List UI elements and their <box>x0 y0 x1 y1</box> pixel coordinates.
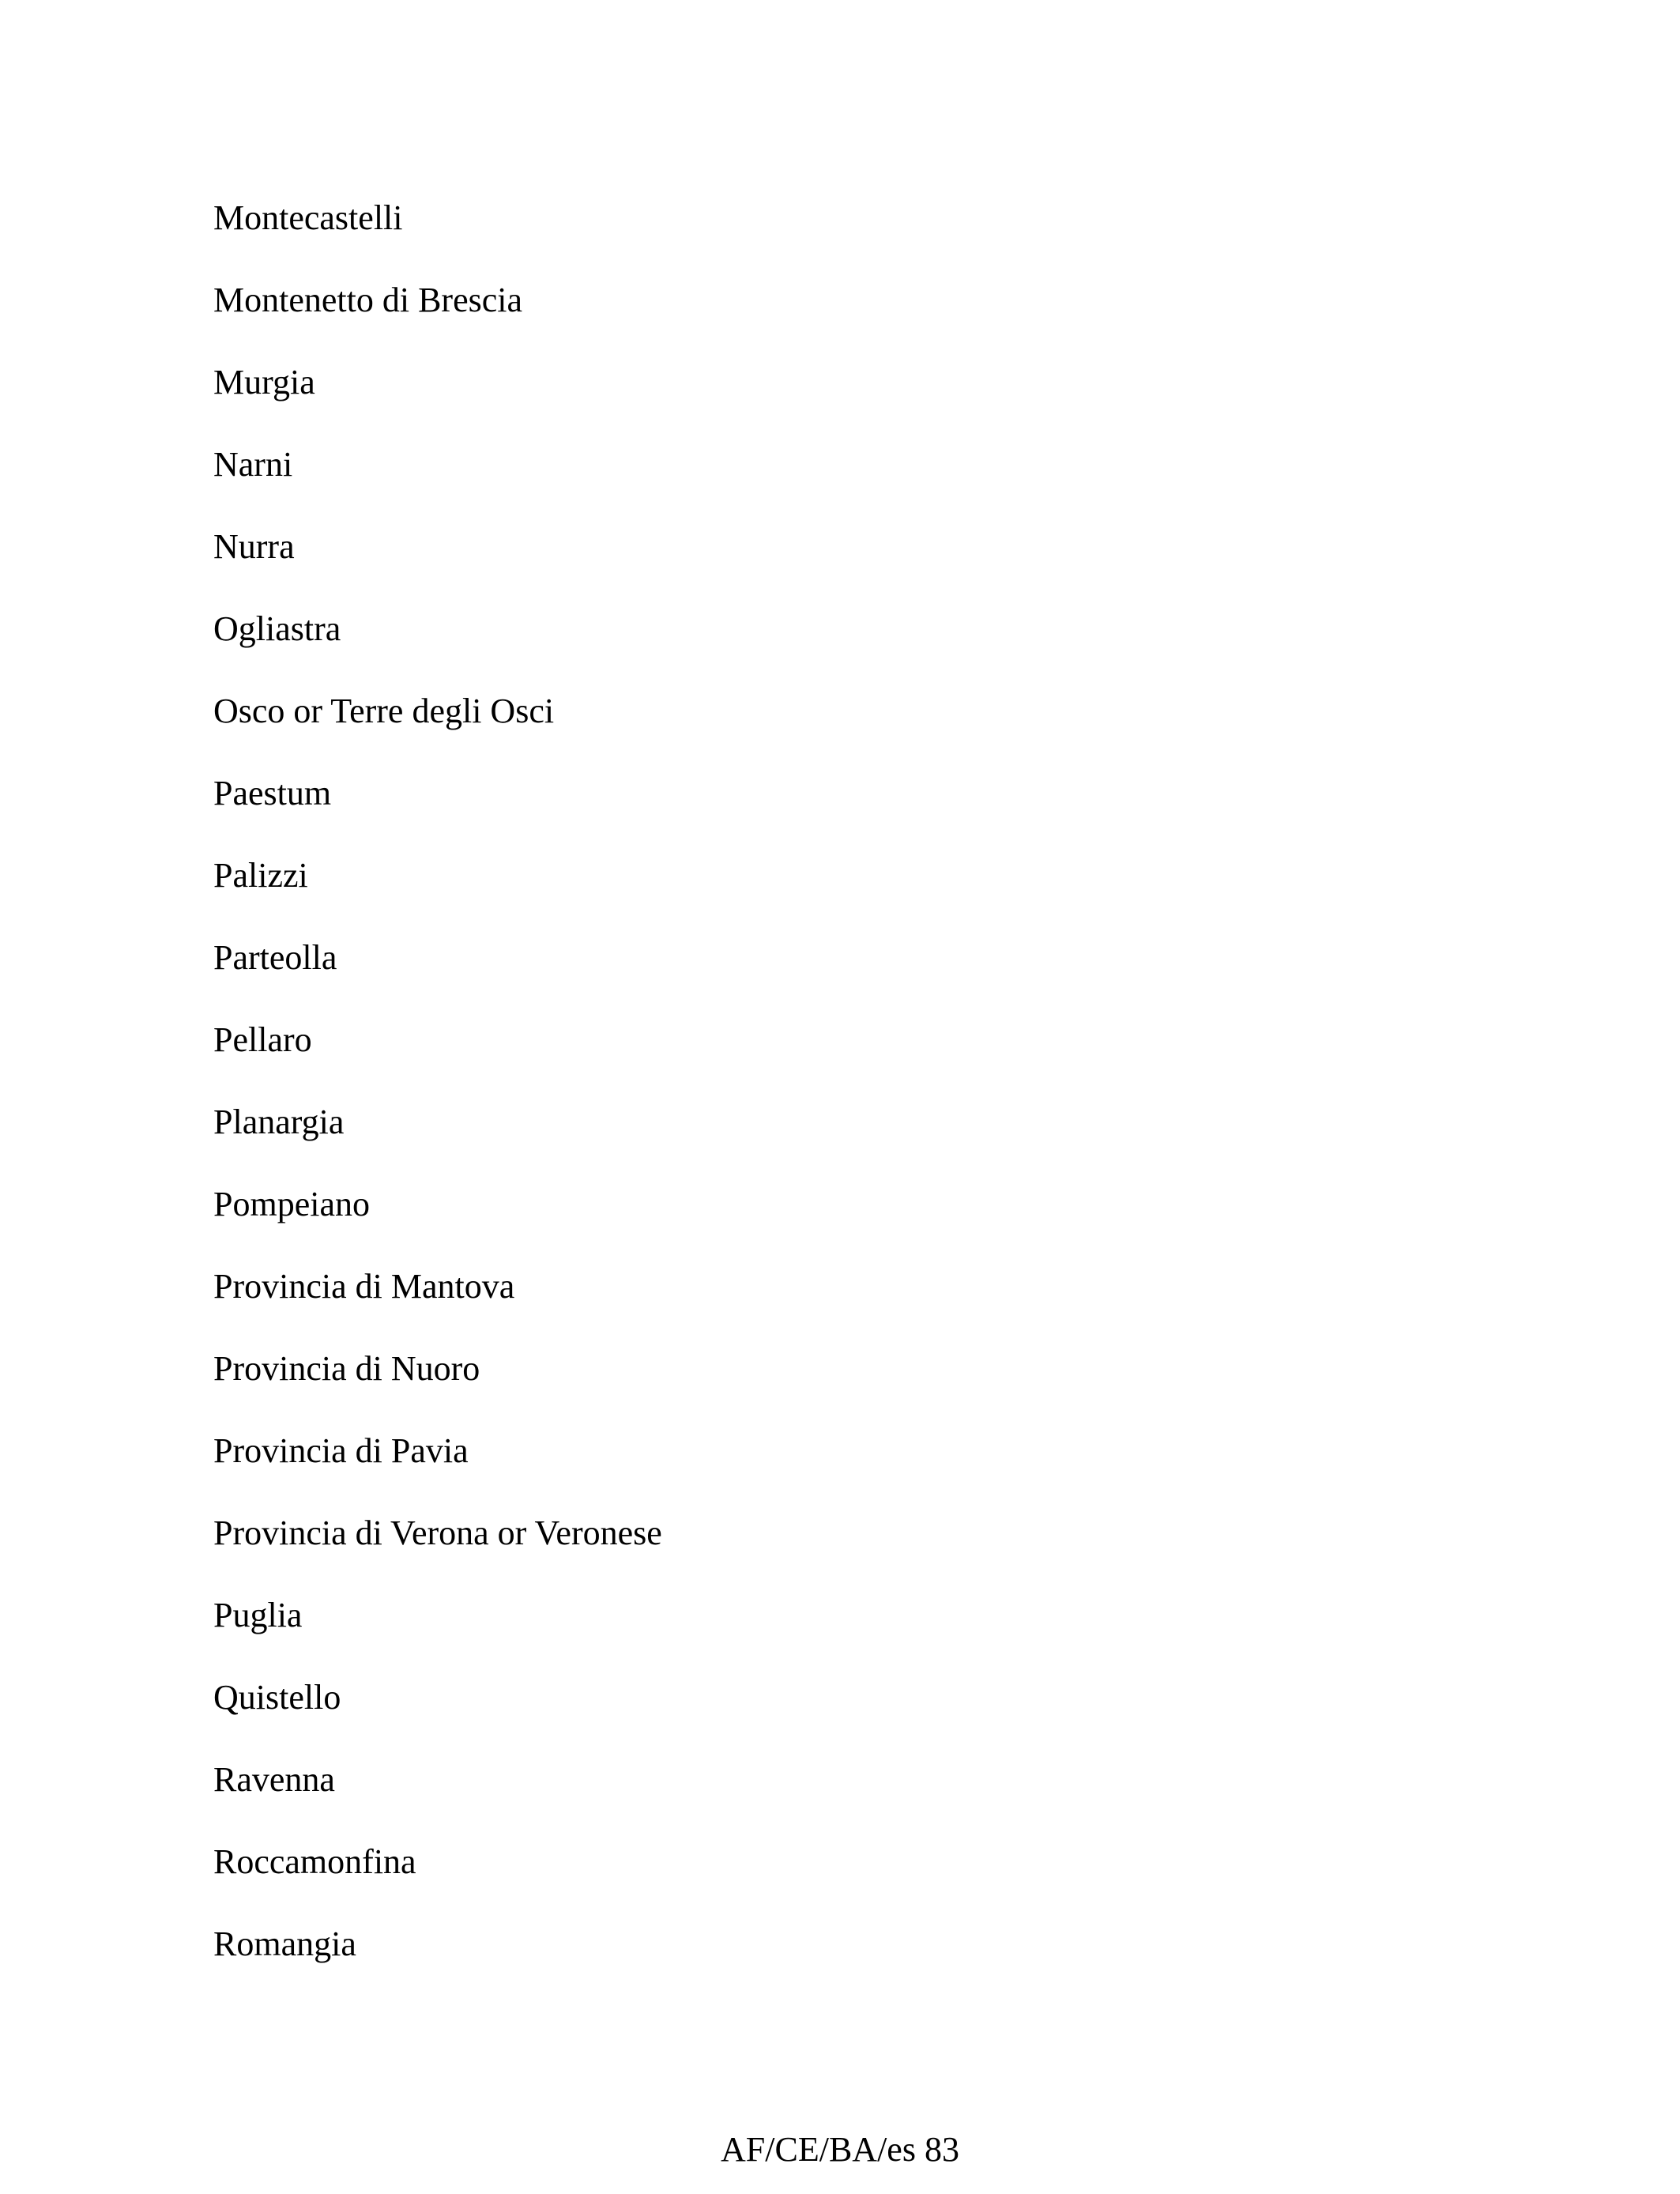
list-item: Provincia di Mantova <box>213 1267 515 1306</box>
page-footer: AF/CE/BA/es 83 <box>721 2130 959 2169</box>
list-item: Pompeiano <box>213 1185 370 1223</box>
list-item: Ogliastra <box>213 609 341 648</box>
place-name-list <box>213 190 662 1998</box>
list-item: Murgia <box>213 363 315 401</box>
list-item: Montenetto di Brescia <box>213 281 523 319</box>
list-item: Palizzi <box>213 856 308 895</box>
list-item: Roccamonfina <box>213 1842 416 1881</box>
list-item: Ravenna <box>213 1760 335 1799</box>
list-item: Nurra <box>213 527 295 566</box>
list-item: Osco or Terre degli Osci <box>213 692 555 730</box>
list-item: Paestum <box>213 774 332 812</box>
list-item: Planargia <box>213 1103 345 1141</box>
list-item: Quistello <box>213 1678 341 1717</box>
list-item: Provincia di Pavia <box>213 1431 469 1470</box>
list-item: Pellaro <box>213 1020 312 1059</box>
list-item: Puglia <box>213 1596 303 1634</box>
list-item: Parteolla <box>213 938 337 977</box>
list-item: Narni <box>213 445 293 484</box>
list-item: Montecastelli <box>213 198 403 237</box>
list-item: Provincia di Nuoro <box>213 1349 480 1388</box>
list-item: Provincia di Verona or Veronese <box>213 1514 662 1552</box>
list-item: Romangia <box>213 1924 356 1963</box>
